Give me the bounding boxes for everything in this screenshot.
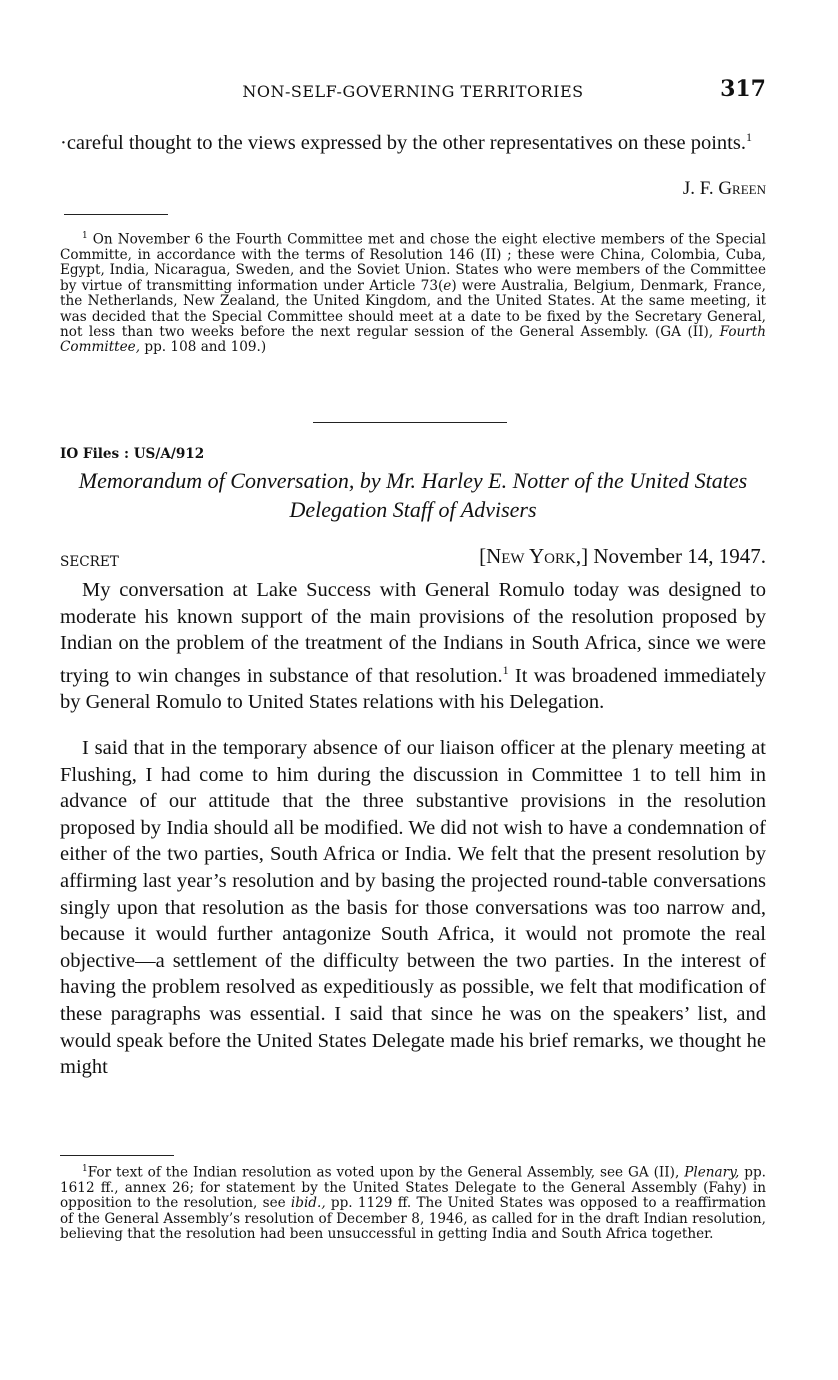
footnote-2-text-end: pp. 1129 ff. The United States was opposed to a reaffirmation of the General Assembly’s resolution of December 8, 1946, as called for in the draft Indian resolution, believing that the resolution had been unsuccessful in getting India and South Africa together. xyxy=(60,1195,766,1243)
footnote-1-text: On November 6 the Fourth Committee met and chose the eight elective members of the Special Committe, in accordance with the terms of Resolution 146 (II) ; these were China, Colombia, Cuba, Egypt, India, Nicaragua, Sweden, and the Soviet Union. States who were members of the Committee by virtue of transmitting information under Article 73( xyxy=(60,231,766,294)
paragraph-1-text: My conversation at Lake Success with General Romulo today was designed to moderate his known support of the main provisions of the resolution proposed by Indian on the problem of the treatment of the Indians in South Africa, since we were trying to win changes in substance of that resolution. xyxy=(60,579,766,687)
footnote-1-pages: pp. 108 and 109.) xyxy=(140,339,267,356)
footnote-rule xyxy=(64,214,168,215)
footnote-1 xyxy=(60,229,766,356)
paragraph-2: I said that in the temporary absence of our liaison officer at the plenary meeting at Flushing, I had come to him during the discussion in Committee 1 to tell him in advance of our attitude that the three substantive provisions in the resolution proposed by India should all be modified. We did not wish to have a condemnation of either of the two parties, South Africa or India. We felt that the present resolution by affirming last year’s resolution and by basing the projected round-table conversations singly upon that resolution as the basis for those conversations was too narrow and, because it would further antagonize South Africa, it would not promote the real objective—a settlement of the difficulty between the two parties. In the interest of having the problem resolved as expeditiously as possible, we felt that modification of these paragraphs was essential. I said that since he was on the speakers’ list, and would speak before the United States Delegate made his brief remarks, we thought he might xyxy=(60,737,766,1079)
place: New York xyxy=(486,544,576,568)
classification: SECRET xyxy=(60,554,119,570)
footnote-2 xyxy=(60,1162,766,1243)
place-date xyxy=(479,544,766,569)
footnote-marker: 1 xyxy=(745,130,752,144)
document-page xyxy=(60,0,766,1380)
date: November 14, 1947. xyxy=(593,544,766,568)
footnote-2-text-cont: pp. 1612 ff., annex 26; for statement by the United States Delegate to the General Assembly (Fahy) in opposition to the resolution, see xyxy=(60,1164,767,1212)
running-head xyxy=(60,76,766,106)
signature-initials: J. F. xyxy=(682,178,719,199)
section-divider xyxy=(313,422,507,423)
continuation-paragraph xyxy=(60,124,766,156)
footnote-1-text-cont: ) were Australia, Belgium, Denmark, France, the Netherlands, New Zealand, the United Kingdom, and the United States. At the same meeting, it was decided that the Special Committee should meet at a date to be fixed by the Secretary General, not less than two weeks before the next regular session of the General Assembly. (GA (II), xyxy=(60,277,766,340)
paragraph-1 xyxy=(60,577,766,716)
footnote-1-article-letter: e xyxy=(443,277,452,294)
dateline xyxy=(60,544,766,572)
running-title: NON-SELF-GOVERNING TERRITORIES xyxy=(242,82,584,101)
signature-surname: Green xyxy=(718,178,766,199)
continuation-text: ·careful thought to the views expressed by the other representatives on these points. xyxy=(60,131,746,154)
footnote-2-text: For text of the Indian resolution as voted upon by the General Assembly, see GA (II), xyxy=(87,1164,685,1181)
bracket-open: [ xyxy=(479,544,487,568)
footnote-1-marker: 1 xyxy=(82,231,88,241)
document-title: Memorandum of Conversation, by Mr. Harley E. Notter of the United States Delegation Staff of Advisers xyxy=(78,468,748,522)
file-reference: IO Files : US/A/912 xyxy=(60,446,205,462)
paragraph-1-footnote-marker: 1 xyxy=(502,662,509,677)
footnote-rule-2 xyxy=(60,1155,174,1156)
paragraph-1-text-cont: It was broadened immediately by General Romulo to United States relations with his Delegation. xyxy=(60,664,767,714)
footnote-2-citation: Plenary, xyxy=(684,1164,740,1181)
bracket-close: ,] xyxy=(575,544,594,568)
signature xyxy=(683,178,766,200)
footnote-1-citation: Fourth Committee, xyxy=(60,323,766,356)
footnote-2-marker: 1 xyxy=(82,1164,88,1174)
page-number: 317 xyxy=(720,76,766,102)
footnote-2-ibid: ibid., xyxy=(290,1195,326,1212)
